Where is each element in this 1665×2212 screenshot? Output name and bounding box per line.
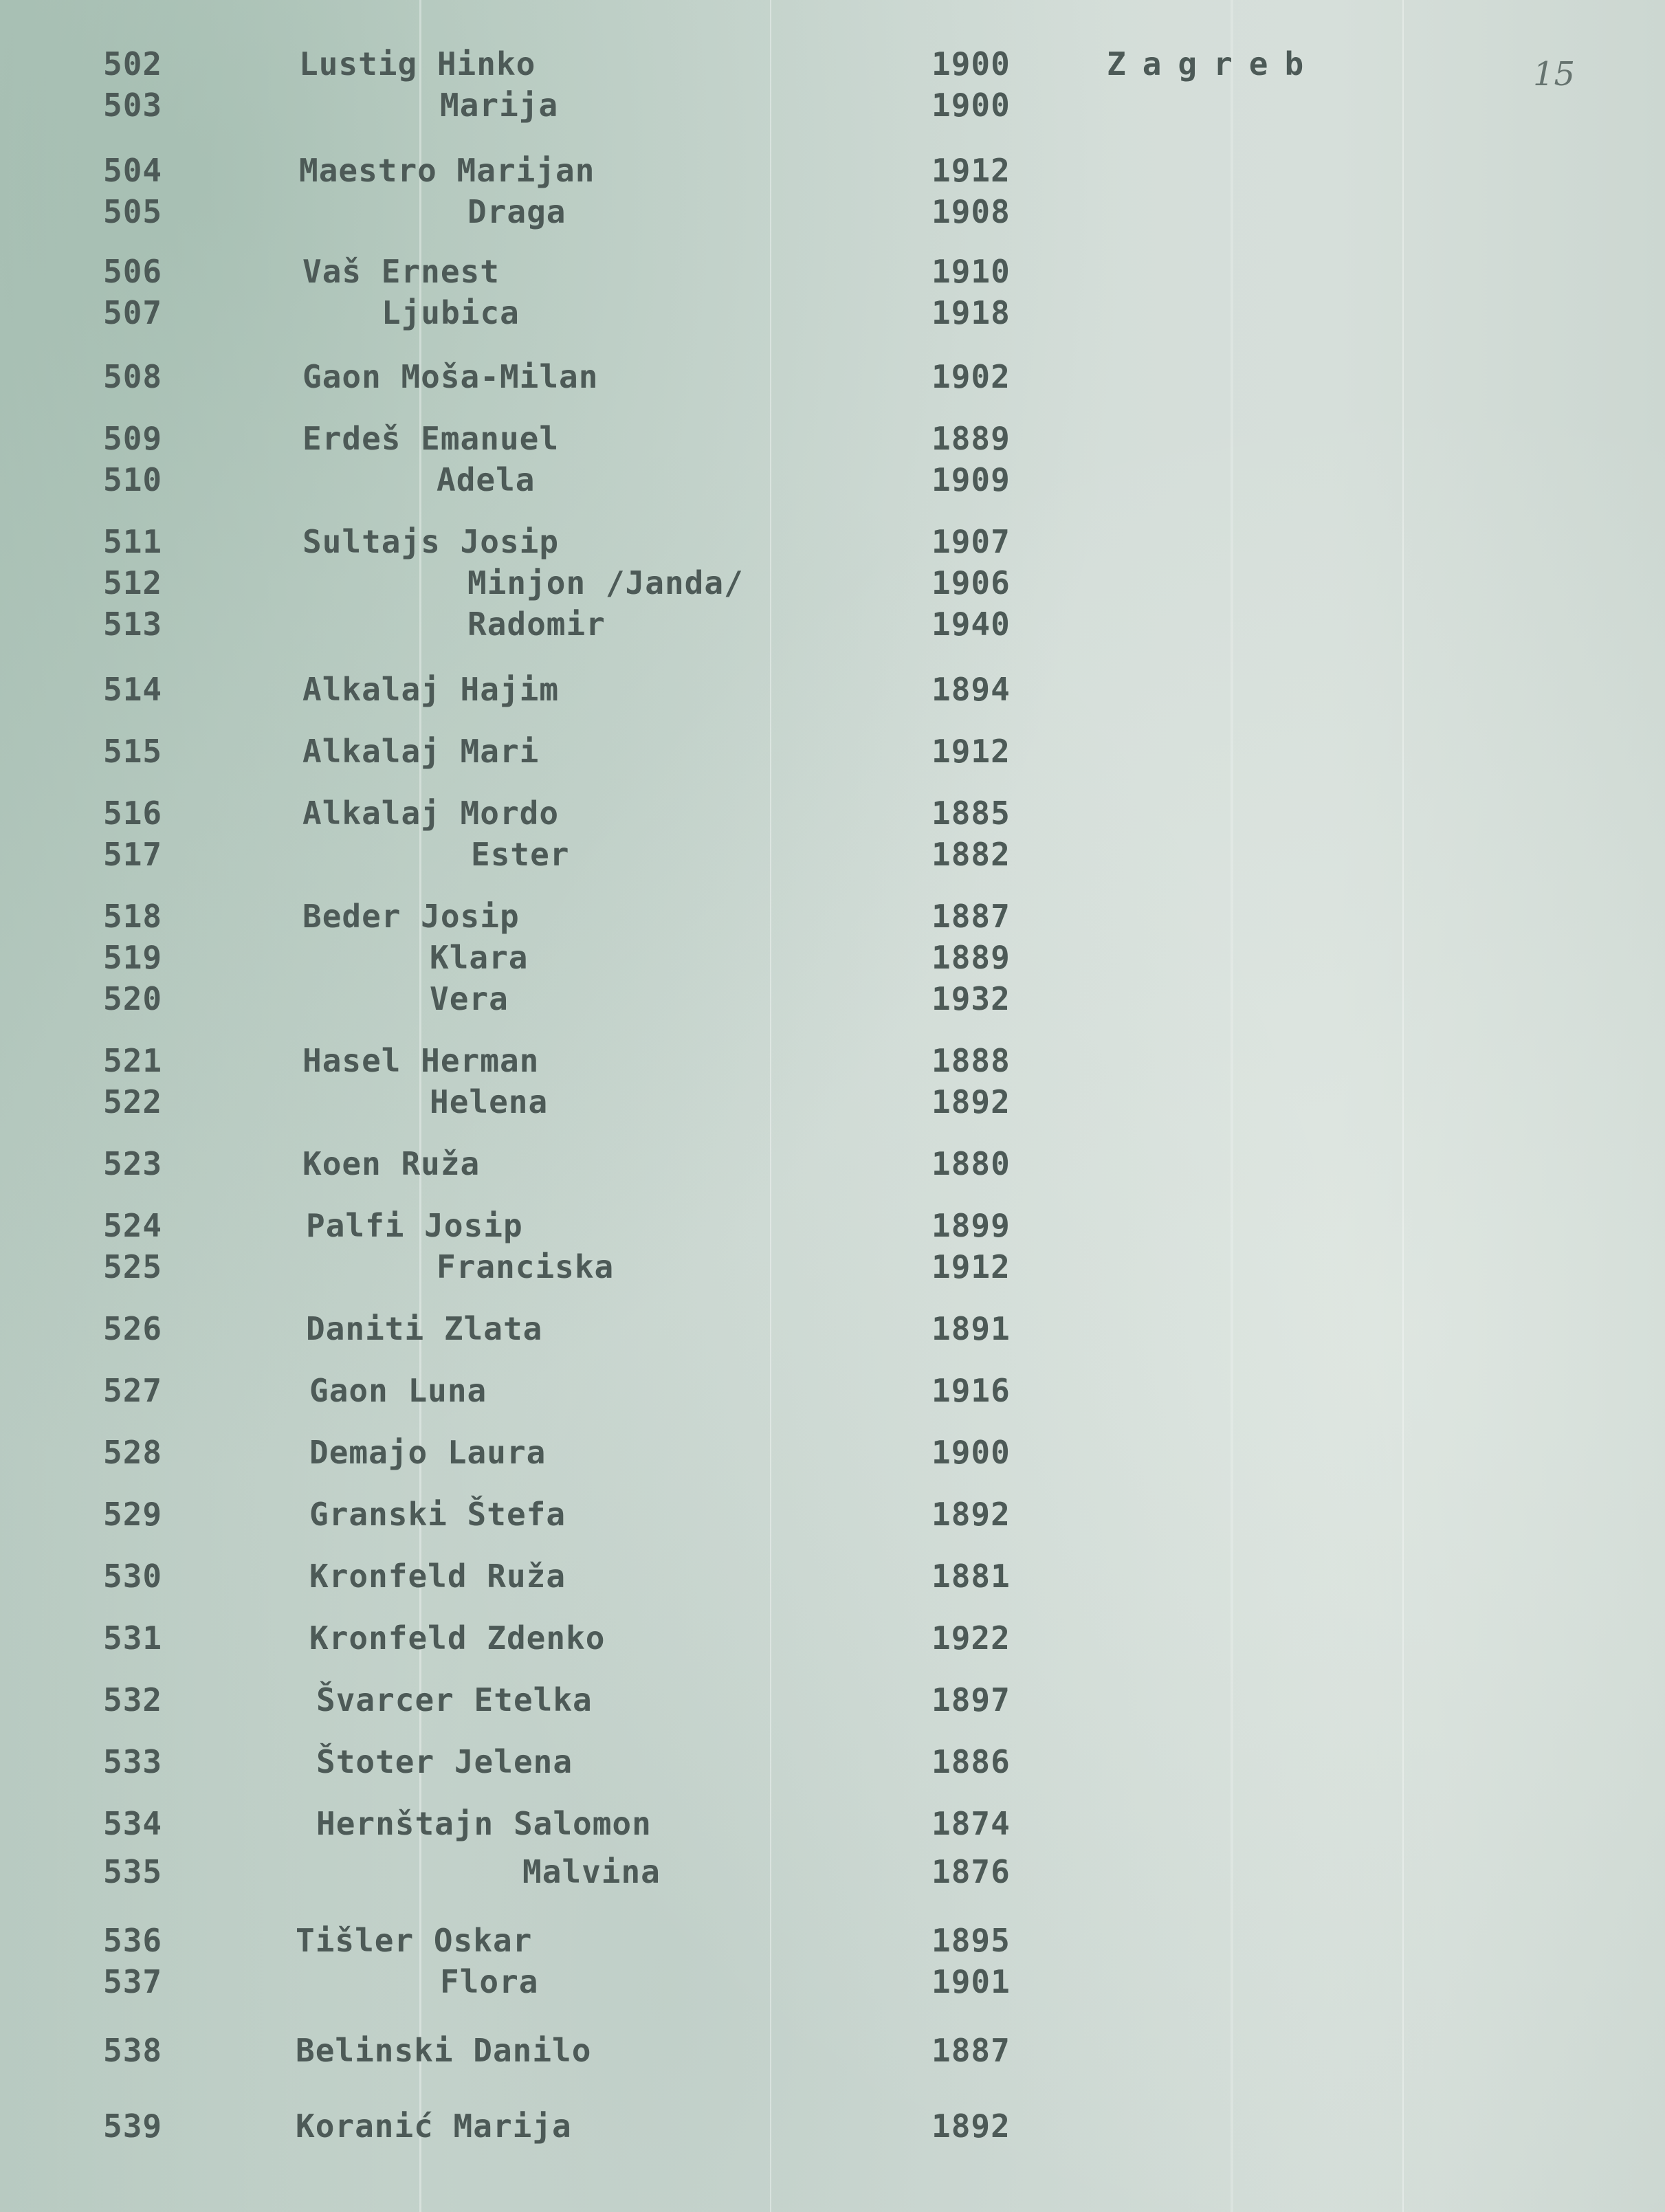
entry-year: 1912 xyxy=(931,1248,1011,1285)
entry-name: Flora xyxy=(440,1963,539,2000)
entry-year: 1892 xyxy=(931,1083,1011,1120)
entry-num: 502 xyxy=(103,45,163,82)
entry-name: Tišler Oskar xyxy=(296,1922,533,1959)
entry-name: Radomir xyxy=(467,606,606,643)
entry-name: Ljubica xyxy=(382,294,520,331)
entry-name: Kronfeld Ruža xyxy=(309,1558,566,1595)
entry-name: Maestro Marijan xyxy=(299,152,595,189)
entry-year: 1889 xyxy=(931,420,1011,457)
entry-name: Koranić Marija xyxy=(296,2108,572,2145)
entry-year: 1887 xyxy=(931,2032,1011,2069)
entry-name: Draga xyxy=(467,193,566,230)
entry-year: 1900 xyxy=(931,45,1011,82)
entry-year: 1940 xyxy=(931,606,1011,643)
entry-name: Minjon /Janda/ xyxy=(467,564,744,601)
entry-num: 503 xyxy=(103,87,163,124)
entry-year: 1910 xyxy=(931,253,1011,290)
entry-year: 1918 xyxy=(931,294,1011,331)
entry-name: Vaš Ernest xyxy=(302,253,500,290)
entry-num: 535 xyxy=(103,1853,163,1890)
entry-num: 504 xyxy=(103,152,163,189)
entry-num: 536 xyxy=(103,1922,163,1959)
entry-name: Demajo Laura xyxy=(309,1434,547,1471)
entry-year: 1907 xyxy=(931,523,1011,560)
entry-name: Vera xyxy=(430,980,509,1017)
entry-num: 537 xyxy=(103,1963,163,2000)
entry-year: 1882 xyxy=(931,836,1011,873)
entry-num: 516 xyxy=(103,795,163,832)
entry-name: Alkalaj Mari xyxy=(302,733,540,770)
entry-year: 1886 xyxy=(931,1743,1011,1780)
entry-year: 1892 xyxy=(931,1496,1011,1533)
entry-name: Granski Štefa xyxy=(309,1496,566,1533)
entry-num: 525 xyxy=(103,1248,163,1285)
entry-name: Beder Josip xyxy=(302,898,520,935)
entry-name: Hasel Herman xyxy=(302,1042,540,1079)
entry-year: 1881 xyxy=(931,1558,1011,1595)
entry-name: Belinski Danilo xyxy=(296,2032,592,2069)
entry-year: 1899 xyxy=(931,1207,1011,1244)
entry-name: Ester xyxy=(471,836,570,873)
entry-name: Adela xyxy=(437,461,536,498)
entry-year: 1894 xyxy=(931,671,1011,708)
entry-year: 1909 xyxy=(931,461,1011,498)
entry-name: Sultajs Josip xyxy=(302,523,560,560)
entry-num: 519 xyxy=(103,939,163,976)
entry-name: Marija xyxy=(440,87,559,124)
entry-year: 1900 xyxy=(931,1434,1011,1471)
entry-year: 1874 xyxy=(931,1805,1011,1842)
entry-num: 522 xyxy=(103,1083,163,1120)
entry-year: 1889 xyxy=(931,939,1011,976)
entry-num: 515 xyxy=(103,733,163,770)
scan-streak xyxy=(770,0,771,2212)
entry-year: 1908 xyxy=(931,193,1011,230)
city-header: Zagreb xyxy=(1107,45,1321,82)
entry-num: 526 xyxy=(103,1310,163,1347)
entry-num: 533 xyxy=(103,1743,163,1780)
entry-num: 507 xyxy=(103,294,163,331)
entry-num: 521 xyxy=(103,1042,163,1079)
entry-year: 1887 xyxy=(931,898,1011,935)
scan-streak xyxy=(1402,0,1404,2212)
entry-num: 530 xyxy=(103,1558,163,1595)
entry-year: 1901 xyxy=(931,1963,1011,2000)
entry-year: 1902 xyxy=(931,358,1011,395)
page-number: 15 xyxy=(1533,55,1576,93)
entry-year: 1888 xyxy=(931,1042,1011,1079)
entry-name: Klara xyxy=(430,939,529,976)
entry-name: Helena xyxy=(430,1083,549,1120)
scan-streak xyxy=(419,0,421,2212)
entry-name: Erdeš Emanuel xyxy=(302,420,560,457)
entry-year: 1891 xyxy=(931,1310,1011,1347)
entry-name: Palfi Josip xyxy=(306,1207,523,1244)
entry-year: 1880 xyxy=(931,1145,1011,1182)
entry-name: Alkalaj Mordo xyxy=(302,795,560,832)
entry-name: Alkalaj Hajim xyxy=(302,671,560,708)
entry-num: 517 xyxy=(103,836,163,873)
entry-num: 538 xyxy=(103,2032,163,2069)
entry-num: 518 xyxy=(103,898,163,935)
entry-num: 531 xyxy=(103,1619,163,1657)
entry-year: 1906 xyxy=(931,564,1011,601)
entry-num: 514 xyxy=(103,671,163,708)
entry-num: 505 xyxy=(103,193,163,230)
entry-name: Švarcer Etelka xyxy=(316,1681,593,1718)
entry-num: 511 xyxy=(103,523,163,560)
entry-num: 520 xyxy=(103,980,163,1017)
entry-num: 527 xyxy=(103,1372,163,1409)
entry-year: 1885 xyxy=(931,795,1011,832)
entry-year: 1876 xyxy=(931,1853,1011,1890)
entry-num: 523 xyxy=(103,1145,163,1182)
entry-num: 513 xyxy=(103,606,163,643)
entry-name: Lustig Hinko xyxy=(299,45,536,82)
entry-name: Hernštajn Salomon xyxy=(316,1805,652,1842)
entry-name: Daniti Zlata xyxy=(306,1310,543,1347)
entry-num: 534 xyxy=(103,1805,163,1842)
entry-year: 1900 xyxy=(931,87,1011,124)
entry-year: 1897 xyxy=(931,1681,1011,1718)
entry-num: 508 xyxy=(103,358,163,395)
entry-year: 1922 xyxy=(931,1619,1011,1657)
entry-year: 1892 xyxy=(931,2108,1011,2145)
entry-year: 1912 xyxy=(931,152,1011,189)
entry-name: Štoter Jelena xyxy=(316,1743,573,1780)
entry-name: Gaon Moša-Milan xyxy=(302,358,599,395)
entry-name: Franciska xyxy=(437,1248,615,1285)
entry-num: 512 xyxy=(103,564,163,601)
entry-num: 506 xyxy=(103,253,163,290)
entry-year: 1932 xyxy=(931,980,1011,1017)
entry-num: 539 xyxy=(103,2108,163,2145)
entry-num: 509 xyxy=(103,420,163,457)
entry-name: Malvina xyxy=(522,1853,661,1890)
entry-num: 529 xyxy=(103,1496,163,1533)
entry-name: Kronfeld Zdenko xyxy=(309,1619,606,1657)
entry-year: 1916 xyxy=(931,1372,1011,1409)
entry-num: 528 xyxy=(103,1434,163,1471)
entry-num: 524 xyxy=(103,1207,163,1244)
entry-name: Gaon Luna xyxy=(309,1372,487,1409)
entry-num: 532 xyxy=(103,1681,163,1718)
entry-num: 510 xyxy=(103,461,163,498)
scan-streak xyxy=(1231,0,1233,2212)
entry-year: 1895 xyxy=(931,1922,1011,1959)
entry-name: Koen Ruža xyxy=(302,1145,481,1182)
entry-year: 1912 xyxy=(931,733,1011,770)
